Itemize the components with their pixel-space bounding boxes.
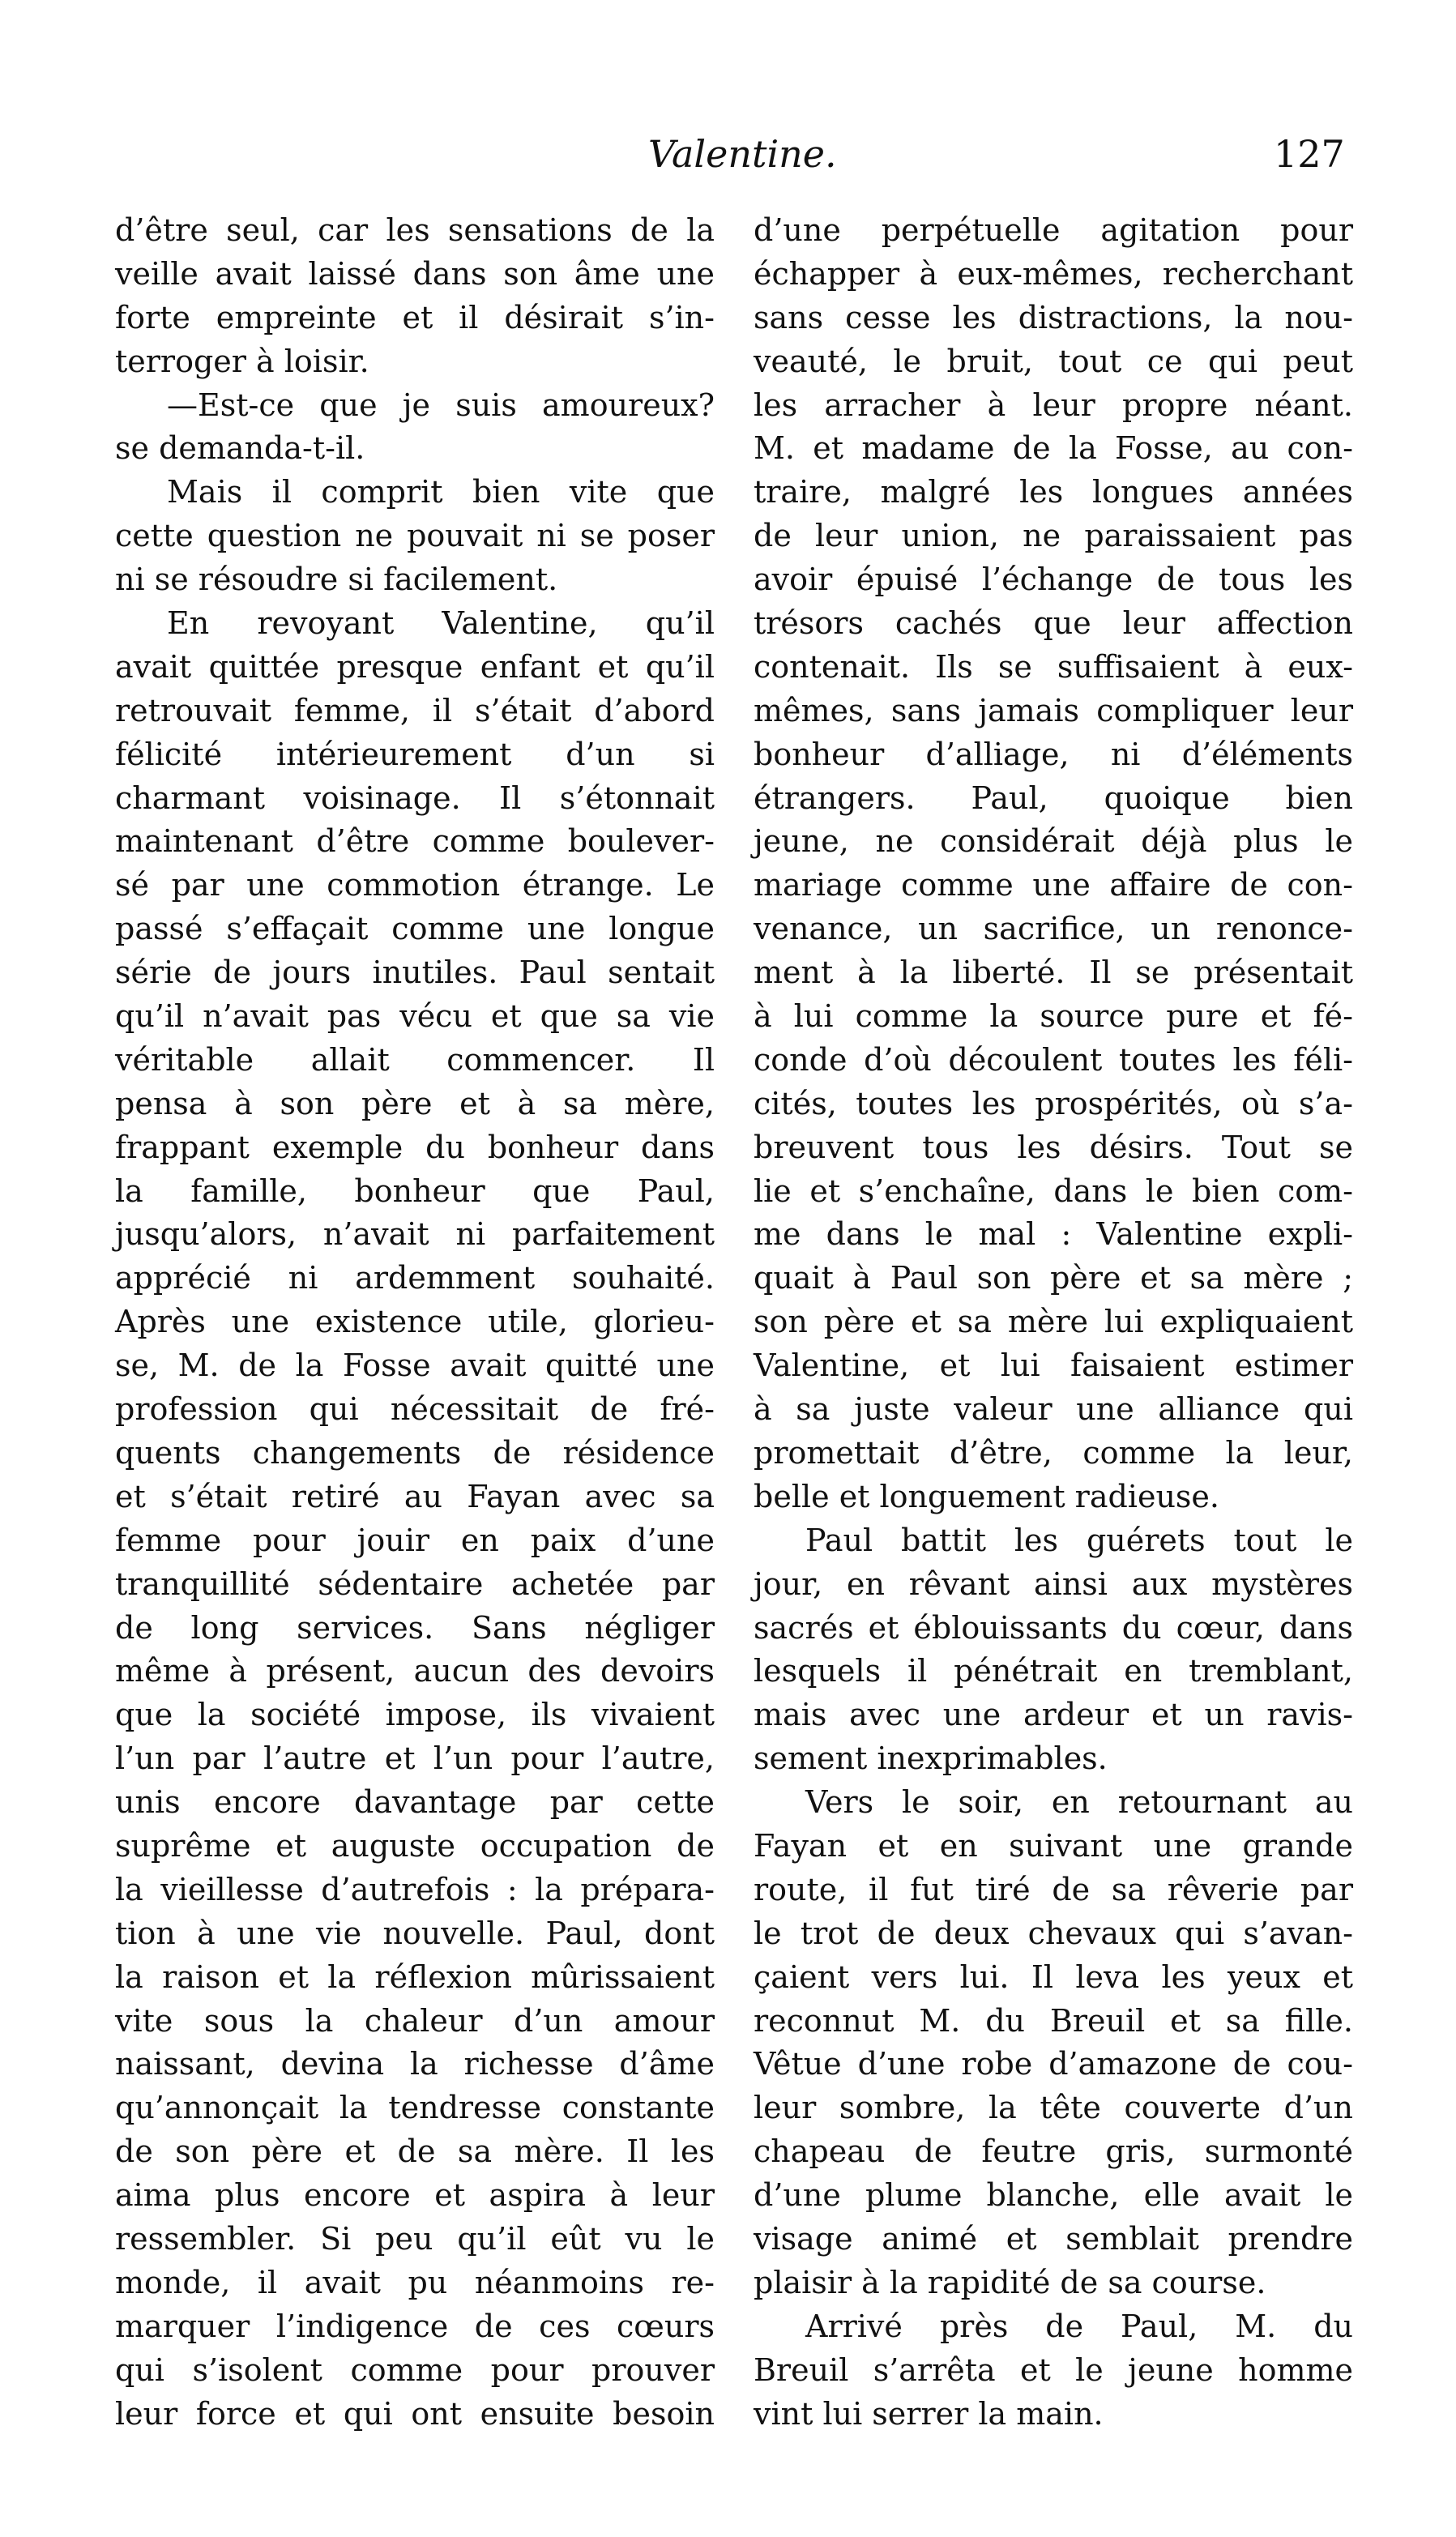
text-line: qu’annonçait la tendresse constante [115, 2090, 715, 2126]
text-line: promettait d’être, comme la leur, [754, 1434, 1353, 1471]
text-line: étrangers. Paul, quoique bien [754, 779, 1353, 816]
text-line: la raison et la réflexion mûrissaient [115, 1958, 715, 1995]
text-line: de long services. Sans négliger [115, 1609, 715, 1646]
text-line: et s’était retiré au Fayan avec sa [115, 1478, 715, 1514]
text-line: ment à la liberté. Il se présentait [754, 955, 1353, 991]
text-line: Mais il comprit bien vite que [167, 474, 715, 510]
text-line: jour, en rêvant ainsi aux mystères [754, 1565, 1353, 1602]
text-line: lie et s’enchaîne, dans le bien com- [754, 1172, 1353, 1209]
text-line: M. et madame de la Fosse, au con- [754, 430, 1353, 467]
text-line: sans cesse les distractions, la nou- [754, 299, 1353, 335]
text-line: vint lui serrer la main. [754, 2395, 1104, 2432]
text-line: mariage comme une affaire de con- [754, 867, 1353, 903]
running-title: Valentine. [648, 132, 837, 176]
text-line: me dans le mal : Valentine expli- [754, 1216, 1353, 1253]
text-line: Vêtue d’une robe d’amazone de cou- [754, 2046, 1353, 2082]
text-line: d’une plume blanche, elle avait le [754, 2177, 1353, 2214]
text-line: traire, malgré les longues années [754, 474, 1353, 510]
text-line: échapper à eux-mêmes, recherchant [754, 255, 1353, 292]
text-line: que la société impose, ils vivaient [115, 1697, 715, 1733]
text-line: leur force et qui ont ensuite besoin [115, 2395, 715, 2432]
text-line: profession qui nécessitait de fré- [115, 1391, 715, 1428]
text-line: les arracher à leur propre néant. [754, 387, 1353, 423]
text-line: jeune, ne considérait déjà plus le [754, 823, 1353, 860]
text-line: aima plus encore et aspira à leur [115, 2177, 715, 2214]
text-line: tion à une vie nouvelle. Paul, dont [115, 1915, 715, 1951]
text-line: passé s’effaçait comme une longue [115, 911, 715, 947]
text-line: la famille, bonheur que Paul, [115, 1172, 715, 1209]
text-line: Après une existence utile, glorieu- [115, 1304, 715, 1340]
text-line: d’être seul, car les sensations de la [115, 212, 715, 248]
text-line: tranquillité sédentaire achetée par [115, 1565, 715, 1602]
text-line: même à présent, aucun des devoirs [115, 1653, 715, 1689]
text-line: pensa à son père et à sa mère, [115, 1085, 715, 1121]
text-line: trésors cachés que leur affection [754, 605, 1353, 642]
text-line: l’un par l’autre et l’un pour l’autre, [115, 1740, 715, 1777]
text-line: se demanda-t-il. [115, 430, 365, 467]
text-line: avoir épuisé l’échange de tous les [754, 562, 1353, 598]
text-line: lesquels il pénétrait en tremblant, [754, 1653, 1353, 1689]
text-line: quait à Paul son père et sa mère ; [754, 1260, 1353, 1296]
text-line: unis encore davantage par cette [115, 1784, 715, 1821]
text-line: maintenant d’être comme boulever- [115, 823, 715, 860]
text-line: visage animé et semblait prendre [754, 2220, 1353, 2257]
text-line: ni se résoudre si facilement. [115, 562, 558, 598]
text-line: belle et longuement radieuse. [754, 1478, 1219, 1514]
text-line: jusqu’alors, n’avait ni parfaitement [115, 1216, 715, 1253]
text-line: sé par une commotion étrange. Le [115, 867, 715, 903]
right-text-column [754, 209, 1353, 2436]
text-line: naissant, devina la richesse d’âme [115, 2046, 715, 2082]
text-line: terroger à loisir. [115, 343, 369, 379]
text-line: —Est-ce que je suis amoureux? [167, 387, 715, 423]
text-line: mêmes, sans jamais compliquer leur [754, 692, 1353, 728]
text-line: mais avec une ardeur et un ravis- [754, 1697, 1353, 1733]
text-line: chapeau de feutre gris, surmonté [754, 2133, 1353, 2170]
text-line: le trot de deux chevaux qui s’avan- [754, 1915, 1353, 1951]
text-line: femme pour jouir en paix d’une [115, 1522, 715, 1558]
text-line: reconnut M. du Breuil et sa fille. [754, 2002, 1353, 2039]
text-line: veauté, le bruit, tout ce qui peut [754, 343, 1353, 379]
text-line: à lui comme la source pure et fé- [754, 998, 1353, 1035]
text-line: quents changements de résidence [115, 1434, 715, 1471]
text-line: retrouvait femme, il s’était d’abord [115, 692, 715, 728]
text-line: charmant voisinage. Il s’étonnait [115, 779, 715, 816]
text-line: avait quittée presque enfant et qu’il [115, 648, 715, 685]
text-line: Arrivé près de Paul, M. du [805, 2308, 1353, 2344]
text-line: la vieillesse d’autrefois : la prépara- [115, 1871, 715, 1907]
text-line: frappant exemple du bonheur dans [115, 1129, 715, 1165]
text-line: à sa juste valeur une alliance qui [754, 1391, 1353, 1428]
text-line: Breuil s’arrêta et le jeune homme [754, 2351, 1353, 2388]
text-line: de son père et de sa mère. Il les [115, 2133, 715, 2170]
text-line: Valentine, et lui faisaient estimer [754, 1348, 1353, 1384]
text-line: série de jours inutiles. Paul sentait [115, 955, 715, 991]
text-line: venance, un sacrifice, un renonce- [754, 911, 1353, 947]
text-line: véritable allait commencer. Il [115, 1041, 715, 1078]
text-line: son père et sa mère lui expliquaient [754, 1304, 1353, 1340]
text-line: forte empreinte et il désirait s’in- [115, 299, 715, 335]
text-line: qu’il n’avait pas vécu et que sa vie [115, 998, 715, 1035]
page-number: 127 [1274, 132, 1345, 176]
text-line: plaisir à la rapidité de sa course. [754, 2264, 1266, 2300]
text-line: Vers le soir, en retournant au [805, 1784, 1353, 1821]
text-line: conde d’où découlent toutes les féli- [754, 1041, 1353, 1078]
text-line: Paul battit les guérets tout le [805, 1522, 1353, 1558]
text-line: cette question ne pouvait ni se poser [115, 518, 715, 554]
text-line: marquer l’indigence de ces cœurs [115, 2308, 715, 2344]
text-line: ressembler. Si peu qu’il eût vu le [115, 2220, 715, 2257]
text-line: monde, il avait pu néanmoins re- [115, 2264, 715, 2300]
text-line: Fayan et en suivant une grande [754, 1827, 1353, 1864]
text-line: route, il fut tiré de sa rêverie par [754, 1871, 1353, 1907]
text-line: En revoyant Valentine, qu’il [167, 605, 715, 642]
left-text-column [115, 209, 715, 2436]
text-line: qui s’isolent comme pour prouver [115, 2351, 715, 2388]
text-line: félicité intérieurement d’un si [115, 736, 715, 772]
text-line: d’une perpétuelle agitation pour [754, 212, 1353, 248]
text-line: veille avait laissé dans son âme une [115, 255, 715, 292]
text-line: de leur union, ne paraissaient pas [754, 518, 1353, 554]
text-line: cités, toutes les prospérités, où s’a- [754, 1085, 1353, 1121]
text-line: leur sombre, la tête couverte d’un [754, 2090, 1353, 2126]
text-line: sement inexprimables. [754, 1740, 1108, 1777]
text-line: contenait. Ils se suffisaient à eux- [754, 648, 1353, 685]
text-line: vite sous la chaleur d’un amour [115, 2002, 715, 2039]
text-line: apprécié ni ardemment souhaité. [115, 1260, 715, 1296]
text-line: sacrés et éblouissants du cœur, dans [754, 1609, 1353, 1646]
text-line: se, M. de la Fosse avait quitté une [115, 1348, 715, 1384]
text-line: çaient vers lui. Il leva les yeux et [754, 1958, 1353, 1995]
text-line: bonheur d’alliage, ni d’éléments [754, 736, 1353, 772]
text-line: suprême et auguste occupation de [115, 1827, 715, 1864]
text-line: breuvent tous les désirs. Tout se [754, 1129, 1353, 1165]
